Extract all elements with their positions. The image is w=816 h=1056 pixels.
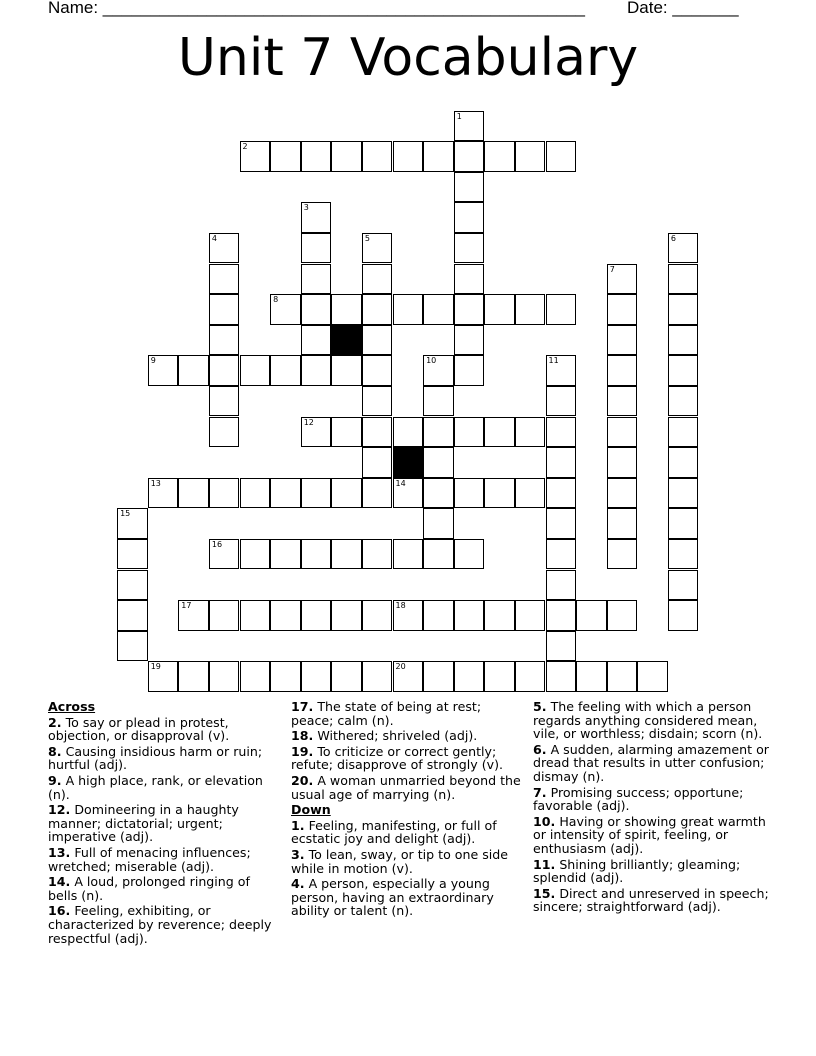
grid-cell[interactable] bbox=[637, 661, 668, 692]
clue-number-label: 13. bbox=[48, 844, 71, 860]
grid-cell[interactable] bbox=[393, 417, 424, 448]
grid-cell[interactable] bbox=[668, 600, 699, 631]
grid-cell[interactable] bbox=[148, 478, 179, 509]
clue-text: Promising success; opportune; favorable (adj). bbox=[533, 784, 744, 814]
clue-number-label: 6. bbox=[533, 741, 547, 757]
grid-cell[interactable] bbox=[362, 294, 393, 325]
grid-cell[interactable] bbox=[454, 355, 485, 386]
grid-cell[interactable] bbox=[668, 570, 699, 601]
grid-cell[interactable] bbox=[546, 508, 577, 539]
grid-cell[interactable] bbox=[331, 355, 362, 386]
grid-cell[interactable] bbox=[668, 264, 699, 295]
clue-item bbox=[291, 774, 521, 801]
grid-cell[interactable] bbox=[454, 294, 485, 325]
grid-cell[interactable] bbox=[362, 447, 393, 478]
clue-number-label: 2. bbox=[48, 714, 62, 730]
clue-number-label: 8. bbox=[48, 743, 62, 759]
grid-cell[interactable] bbox=[301, 141, 332, 172]
clue-number: 7 bbox=[609, 264, 615, 274]
grid-cell[interactable] bbox=[270, 600, 301, 631]
grid-cell[interactable] bbox=[607, 478, 638, 509]
grid-cell[interactable] bbox=[607, 417, 638, 448]
clue-text: The feeling with which a person regards anything considered mean, vile, or worthless; disdain; scorn (n). bbox=[533, 699, 763, 742]
grid-cell[interactable] bbox=[546, 417, 577, 448]
grid-cell[interactable] bbox=[240, 600, 271, 631]
grid-cell[interactable] bbox=[668, 417, 699, 448]
page-title: Unit 7 Vocabulary bbox=[177, 28, 639, 88]
grid-cell[interactable] bbox=[209, 539, 240, 570]
clue-text: A person, especially a young person, having an extraordinary ability or talent (n). bbox=[291, 876, 494, 919]
clues-column-2 bbox=[291, 700, 521, 920]
grid-cell[interactable] bbox=[454, 264, 485, 295]
grid-cell[interactable] bbox=[668, 355, 699, 386]
grid-cell[interactable] bbox=[423, 508, 454, 539]
grid-cell[interactable] bbox=[423, 661, 454, 692]
grid-cell[interactable] bbox=[362, 478, 393, 509]
clue-number: 10 bbox=[426, 356, 437, 366]
grid-cell[interactable] bbox=[607, 294, 638, 325]
grid-cell[interactable] bbox=[607, 661, 638, 692]
grid-cell[interactable] bbox=[209, 294, 240, 325]
grid-cell[interactable] bbox=[484, 294, 515, 325]
grid-cell[interactable] bbox=[148, 661, 179, 692]
grid-cell[interactable] bbox=[331, 294, 362, 325]
clue-item bbox=[48, 875, 278, 902]
grid-cell[interactable] bbox=[301, 202, 332, 233]
grid-cell[interactable] bbox=[209, 233, 240, 264]
grid-cell[interactable] bbox=[546, 631, 577, 662]
grid-cell[interactable] bbox=[576, 600, 607, 631]
grid-cell[interactable] bbox=[240, 661, 271, 692]
grid-cell[interactable] bbox=[270, 661, 301, 692]
grid-cell[interactable] bbox=[178, 600, 209, 631]
clue-number: 12 bbox=[303, 417, 314, 427]
clue-item bbox=[48, 803, 278, 844]
grid-cell[interactable] bbox=[546, 141, 577, 172]
clue-text: Full of menacing influences; wretched; miserable (adj). bbox=[48, 844, 251, 874]
grid-cell[interactable] bbox=[607, 447, 638, 478]
grid-cell[interactable] bbox=[423, 386, 454, 417]
clue-text: To criticize or correct gently; refute; disapprove of strongly (v). bbox=[291, 743, 504, 773]
grid-cell[interactable] bbox=[117, 570, 148, 601]
clue-text: A woman unmarried beyond the usual age of marrying (n). bbox=[291, 772, 521, 802]
grid-cell[interactable] bbox=[515, 600, 546, 631]
clue-item bbox=[291, 745, 521, 772]
clue-text: A loud, prolonged ringing of bells (n). bbox=[48, 874, 250, 903]
clue-item bbox=[533, 815, 773, 856]
grid-cell[interactable] bbox=[240, 539, 271, 570]
grid-cell[interactable] bbox=[270, 294, 301, 325]
clue-item bbox=[48, 904, 278, 945]
grid-cell[interactable] bbox=[454, 661, 485, 692]
grid-cell[interactable] bbox=[117, 539, 148, 570]
grid-cell[interactable] bbox=[668, 386, 699, 417]
grid-cell[interactable] bbox=[331, 417, 362, 448]
grid-cell[interactable] bbox=[607, 386, 638, 417]
grid-cell[interactable] bbox=[270, 478, 301, 509]
grid-cell[interactable] bbox=[301, 478, 332, 509]
grid-cell[interactable] bbox=[607, 539, 638, 570]
clue-number-label: 20. bbox=[291, 772, 314, 788]
grid-cell[interactable] bbox=[331, 478, 362, 509]
grid-cell[interactable] bbox=[362, 661, 393, 692]
clue-number-label: 19. bbox=[291, 743, 314, 759]
clue-item bbox=[48, 745, 278, 772]
grid-cell[interactable] bbox=[454, 600, 485, 631]
clue-number: 16 bbox=[211, 539, 223, 549]
grid-cell[interactable] bbox=[607, 325, 638, 356]
clue-number-label: 1. bbox=[291, 817, 305, 833]
clue-number: 2 bbox=[242, 142, 248, 152]
grid-cell[interactable] bbox=[270, 539, 301, 570]
clue-number: 15 bbox=[120, 509, 131, 519]
grid-cell[interactable] bbox=[270, 355, 301, 386]
grid-cell[interactable] bbox=[393, 539, 424, 570]
grid-cell[interactable] bbox=[546, 539, 577, 570]
down-heading: Down bbox=[291, 802, 331, 818]
grid-cell[interactable] bbox=[331, 661, 362, 692]
grid-cell[interactable] bbox=[454, 417, 485, 448]
grid-cell[interactable] bbox=[454, 539, 485, 570]
clue-number: 17 bbox=[181, 601, 192, 611]
clue-number-label: 16. bbox=[48, 903, 71, 919]
grid-cell[interactable] bbox=[362, 417, 393, 448]
grid-cell[interactable] bbox=[546, 600, 577, 631]
clue-item bbox=[533, 700, 773, 741]
clue-number-label: 9. bbox=[48, 772, 62, 788]
clue-number-label: 3. bbox=[291, 846, 305, 862]
grid-cell[interactable] bbox=[668, 325, 699, 356]
clue-number-label: 11. bbox=[533, 856, 556, 872]
grid-cell[interactable] bbox=[607, 355, 638, 386]
clue-item bbox=[48, 846, 278, 873]
grid-cell[interactable] bbox=[668, 478, 699, 509]
grid-cell[interactable] bbox=[423, 539, 454, 570]
grid-cell[interactable] bbox=[209, 325, 240, 356]
grid-cell[interactable] bbox=[454, 233, 485, 264]
grid-cell[interactable] bbox=[393, 600, 424, 631]
grid-cell[interactable] bbox=[209, 478, 240, 509]
clue-number-label: 18. bbox=[291, 728, 314, 744]
grid-cell[interactable] bbox=[240, 141, 271, 172]
clue-item bbox=[48, 716, 278, 743]
grid-cell[interactable] bbox=[423, 600, 454, 631]
clue-number-label: 4. bbox=[291, 876, 305, 892]
grid-cell[interactable] bbox=[454, 478, 485, 509]
clue-item bbox=[291, 848, 521, 875]
clue-number-label: 7. bbox=[533, 784, 547, 800]
clue-number: 11 bbox=[548, 356, 559, 366]
grid-cell[interactable] bbox=[362, 264, 393, 295]
grid-cell[interactable] bbox=[362, 325, 393, 356]
grid-cell[interactable] bbox=[209, 264, 240, 295]
grid-cell[interactable] bbox=[393, 294, 424, 325]
grid-cell[interactable] bbox=[301, 600, 332, 631]
grid-cell[interactable] bbox=[209, 417, 240, 448]
grid-cell[interactable] bbox=[546, 447, 577, 478]
date-line: Date: _______ bbox=[627, 0, 739, 17]
clue-number: 4 bbox=[211, 233, 217, 243]
grid-cell[interactable] bbox=[301, 294, 332, 325]
clue-number: 8 bbox=[273, 295, 279, 305]
grid-cell[interactable] bbox=[515, 141, 546, 172]
grid-cell[interactable] bbox=[178, 478, 209, 509]
clue-number-label: 10. bbox=[533, 813, 556, 829]
clue-text: The state of being at rest; peace; calm (n). bbox=[291, 699, 482, 728]
grid-cell[interactable] bbox=[393, 478, 424, 509]
clue-number-label: 17. bbox=[291, 699, 314, 714]
grid-cell[interactable] bbox=[454, 325, 485, 356]
clue-text: Withered; shriveled (adj). bbox=[313, 728, 478, 744]
clue-item bbox=[533, 743, 773, 784]
grid-cell[interactable] bbox=[454, 172, 485, 203]
grid-cell[interactable] bbox=[117, 631, 148, 662]
clue-text: To lean, sway, or tip to one side while in motion (v). bbox=[291, 846, 509, 876]
clue-item bbox=[533, 786, 773, 813]
clue-number: 5 bbox=[364, 233, 370, 243]
grid-cell[interactable] bbox=[484, 600, 515, 631]
grid-cell[interactable] bbox=[546, 355, 577, 386]
grid-cell[interactable] bbox=[240, 355, 271, 386]
grid-cell[interactable] bbox=[362, 355, 393, 386]
black-square bbox=[393, 447, 424, 478]
grid-cell[interactable] bbox=[362, 539, 393, 570]
grid-cell[interactable] bbox=[423, 141, 454, 172]
clue-item bbox=[533, 858, 773, 885]
clues-column-3 bbox=[533, 700, 773, 916]
clue-text: A high place, rank, or elevation (n). bbox=[48, 772, 263, 802]
grid-cell[interactable] bbox=[454, 202, 485, 233]
grid-cell[interactable] bbox=[484, 478, 515, 509]
grid-cell[interactable] bbox=[515, 478, 546, 509]
grid-cell[interactable] bbox=[607, 600, 638, 631]
grid-cell[interactable] bbox=[423, 478, 454, 509]
clue-number: 6 bbox=[670, 233, 676, 243]
grid-cell[interactable] bbox=[301, 325, 332, 356]
clue-text: Shining brilliantly; gleaming; splendid (adj). bbox=[533, 856, 741, 886]
grid-cell[interactable] bbox=[607, 508, 638, 539]
grid-cell[interactable] bbox=[362, 386, 393, 417]
clue-number: 20 bbox=[395, 662, 406, 672]
clue-item bbox=[291, 819, 521, 846]
grid-cell[interactable] bbox=[393, 661, 424, 692]
grid-cell[interactable] bbox=[209, 386, 240, 417]
grid-cell[interactable] bbox=[668, 539, 699, 570]
grid-cell[interactable] bbox=[607, 264, 638, 295]
clue-number-label: 15. bbox=[533, 885, 556, 901]
clue-number: 14 bbox=[395, 478, 406, 488]
clue-text: Feeling, manifesting, or full of ecstatic joy and delight (adj). bbox=[291, 817, 497, 847]
grid-cell[interactable] bbox=[209, 600, 240, 631]
grid-cell[interactable] bbox=[331, 141, 362, 172]
clue-number-label: 12. bbox=[48, 802, 71, 818]
grid-cell[interactable] bbox=[362, 233, 393, 264]
clue-number-label: 14. bbox=[48, 874, 71, 890]
across-heading: Across bbox=[48, 699, 96, 714]
grid-cell[interactable] bbox=[515, 661, 546, 692]
grid-cell[interactable] bbox=[362, 600, 393, 631]
grid-cell[interactable] bbox=[484, 417, 515, 448]
grid-cell[interactable] bbox=[546, 570, 577, 601]
clue-text: A sudden, alarming amazement or dread that results in utter confusion; dismay (n). bbox=[533, 741, 769, 784]
grid-cell[interactable] bbox=[331, 600, 362, 631]
grid-cell[interactable] bbox=[576, 661, 607, 692]
grid-cell[interactable] bbox=[668, 447, 699, 478]
clue-number: 3 bbox=[303, 203, 309, 213]
grid-cell[interactable] bbox=[484, 141, 515, 172]
grid-cell[interactable] bbox=[546, 386, 577, 417]
grid-cell[interactable] bbox=[301, 355, 332, 386]
grid-cell[interactable] bbox=[423, 417, 454, 448]
clue-item bbox=[48, 774, 278, 801]
grid-cell[interactable] bbox=[331, 539, 362, 570]
grid-cell[interactable] bbox=[393, 141, 424, 172]
clue-text: Direct and unreserved in speech; sincere; straightforward (adj). bbox=[533, 885, 769, 915]
grid-cell[interactable] bbox=[423, 447, 454, 478]
grid-cell[interactable] bbox=[546, 294, 577, 325]
clue-number: 13 bbox=[150, 478, 161, 488]
clue-text: Feeling, exhibiting, or characterized by reverence; deeply respectful (adj). bbox=[48, 903, 272, 946]
grid-cell[interactable] bbox=[209, 355, 240, 386]
grid-cell[interactable] bbox=[423, 294, 454, 325]
grid-cell[interactable] bbox=[546, 478, 577, 509]
grid-cell[interactable] bbox=[270, 141, 301, 172]
grid-cell[interactable] bbox=[117, 508, 148, 539]
clue-text: Causing insidious harm or ruin; hurtful (adj). bbox=[48, 743, 263, 773]
grid-cell[interactable] bbox=[546, 661, 577, 692]
grid-cell[interactable] bbox=[209, 661, 240, 692]
clues-column-1 bbox=[48, 700, 278, 947]
grid-cell[interactable] bbox=[301, 539, 332, 570]
grid-cell[interactable] bbox=[117, 600, 148, 631]
clue-number: 1 bbox=[456, 111, 462, 121]
clue-number-label: 5. bbox=[533, 699, 547, 714]
grid-cell[interactable] bbox=[301, 417, 332, 448]
grid-cell[interactable] bbox=[515, 294, 546, 325]
clue-item bbox=[291, 877, 521, 918]
clue-text: Domineering in a haughty manner; dictatorial; urgent; imperative (adj). bbox=[48, 802, 239, 845]
grid-cell[interactable] bbox=[668, 508, 699, 539]
grid-cell[interactable] bbox=[178, 661, 209, 692]
grid-cell[interactable] bbox=[484, 661, 515, 692]
clue-item bbox=[533, 887, 773, 914]
grid-cell[interactable] bbox=[301, 264, 332, 295]
grid-cell[interactable] bbox=[301, 661, 332, 692]
grid-cell[interactable] bbox=[301, 233, 332, 264]
grid-cell[interactable] bbox=[668, 233, 699, 264]
grid-cell[interactable] bbox=[668, 294, 699, 325]
grid-cell[interactable] bbox=[148, 355, 179, 386]
grid-cell[interactable] bbox=[178, 355, 209, 386]
grid-cell[interactable] bbox=[423, 355, 454, 386]
grid-cell[interactable] bbox=[454, 141, 485, 172]
clue-text: Having or showing great warmth or intensity of spirit, feeling, or enthusiasm (adj). bbox=[533, 813, 766, 856]
clue-item bbox=[291, 700, 521, 727]
name-line: Name: ___________________________________________________ bbox=[48, 0, 585, 17]
clue-item bbox=[291, 729, 521, 743]
grid-cell[interactable] bbox=[515, 417, 546, 448]
clue-number: 18 bbox=[395, 601, 406, 611]
clue-number: 9 bbox=[150, 356, 156, 366]
black-square bbox=[331, 325, 362, 356]
clue-number: 19 bbox=[150, 662, 161, 672]
grid-cell[interactable] bbox=[454, 111, 485, 142]
grid-cell[interactable] bbox=[362, 141, 393, 172]
clue-text: To say or plead in protest, objection, or disapproval (v). bbox=[48, 714, 230, 744]
grid-cell[interactable] bbox=[240, 478, 271, 509]
